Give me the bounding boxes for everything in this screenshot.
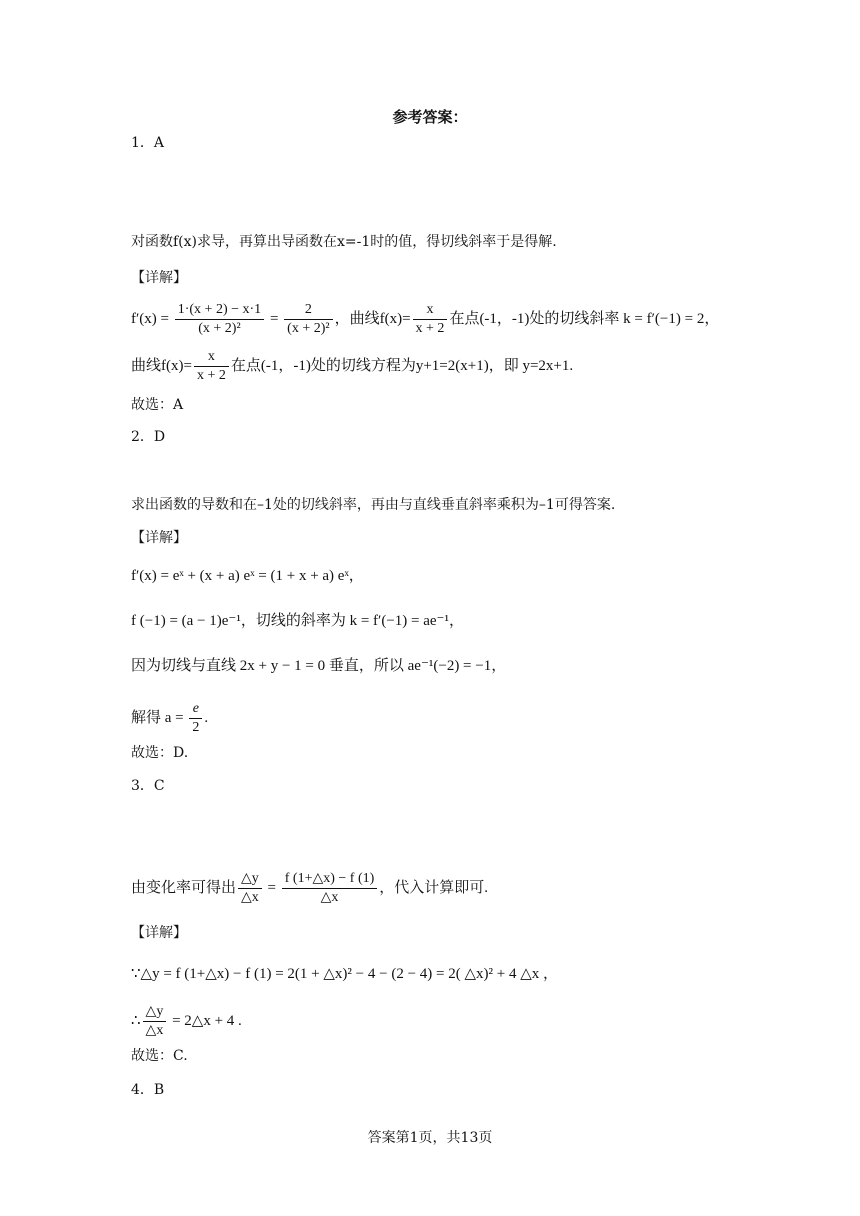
q3-hint-fraction-1-den: △x — [241, 890, 259, 905]
q3-line-2 — [131, 1003, 242, 1040]
q3-conclusion: 故选：C. — [131, 1048, 188, 1064]
q1-fraction-1 — [175, 301, 264, 338]
q3-hint-fraction-1-num: △y — [238, 870, 262, 889]
page-footer: 答案第1页，共13页 — [367, 1130, 493, 1146]
q1-curve-text: ，曲线f(x)= — [334, 310, 411, 327]
q3-answer: 3．C — [131, 778, 165, 794]
q1-fraction-2-den: (x + 2)² — [287, 321, 330, 336]
q3-detail-label: 【详解】 — [131, 925, 187, 941]
q1-slope-text: 在点(-1，-1)处的切线斜率 k = f′(−1) = 2， — [449, 310, 720, 327]
q1-fraction-2-num: 2 — [284, 301, 332, 320]
q4-answer: 4．B — [131, 1082, 165, 1098]
q3-fraction-num: △y — [143, 1003, 167, 1022]
q3-hint-fraction-1 — [238, 870, 262, 907]
q1-fraction-3-den: x + 2 — [415, 321, 445, 336]
q3-hint-fraction-2-den: △x — [320, 890, 339, 905]
q3-hint-text-end: ，代入计算即可. — [379, 879, 489, 896]
q2-line-2: f (−1) = (a − 1)e⁻¹，切线的斜率为 k = f′(−1) = ae⁻¹， — [131, 613, 464, 629]
q2-fraction-den: 2 — [192, 720, 200, 735]
q3-hint-fraction-2-num: f (1+△x) − f (1) — [282, 870, 378, 889]
q3-fraction — [143, 1003, 167, 1040]
q3-therefore: ∴ — [131, 1012, 141, 1029]
q3-equals: = — [263, 879, 280, 896]
q3-line-1: ∵△y = f (1+△x) − f (1) = 2(1 + △x)² − 4 − (2 − 4) = 2( △x)² + 4 △x ， — [131, 966, 559, 982]
q1-fraction-2 — [284, 301, 332, 338]
q2-period: . — [204, 709, 209, 726]
q3-fraction-den: △x — [145, 1023, 164, 1038]
q3-hint-fraction-2 — [282, 870, 378, 907]
q1-fraction-4 — [194, 348, 229, 385]
q1-fraction-1-num: 1·(x + 2) − x·1 — [175, 301, 264, 320]
q2-line-3: 因为切线与直线 2x + y − 1 = 0 垂直，所以 ae⁻¹(−2) = −1， — [131, 658, 507, 674]
q1-fraction-3-num: x — [413, 301, 448, 320]
q1-fraction-3 — [413, 301, 448, 338]
q1-derivative-lhs: f′(x) = — [131, 310, 173, 327]
q1-fraction-4-num: x — [194, 348, 229, 367]
q1-tangent-text: 在点(-1，-1)处的切线方程为y+1=2(x+1)，即 y=2x+1. — [230, 357, 574, 374]
q2-line-4 — [131, 700, 208, 737]
q1-fraction-4-den: x + 2 — [196, 368, 226, 383]
q2-conclusion: 故选：D. — [131, 745, 189, 761]
q1-derivation-line — [131, 301, 719, 338]
q1-tangent-line — [131, 348, 573, 385]
q3-hint — [131, 870, 488, 907]
q3-hint-text: 由变化率可得出 — [131, 879, 237, 896]
q2-line-1: f′(x) = eˣ + (x + a) eˣ = (1 + x + a) eˣ， — [131, 568, 364, 584]
page-title: 参考答案： — [392, 108, 468, 126]
q1-conclusion: 故选：A — [131, 397, 184, 413]
q1-answer: 1．A — [131, 135, 165, 151]
q2-solve-text: 解得 a = — [131, 709, 188, 726]
q1-equals: = — [266, 310, 283, 327]
q2-fraction — [189, 700, 202, 737]
q2-answer: 2．D — [131, 429, 166, 445]
q3-result: = 2△x + 4 . — [168, 1012, 242, 1029]
q1-fraction-1-den: (x + 2)² — [198, 321, 241, 336]
q2-detail-label: 【详解】 — [131, 530, 187, 546]
q2-fraction-num: e — [189, 700, 202, 719]
q1-tangent-lhs: 曲线f(x)= — [131, 357, 192, 374]
q1-hint: 对函数f(x)求导，再算出导函数在x=-1时的值，得切线斜率于是得解. — [131, 234, 557, 250]
q2-hint: 求出函数的导数和在–1处的切线斜率，再由与直线垂直斜率乘积为–1可得答案. — [131, 497, 616, 513]
q1-detail-label: 【详解】 — [131, 270, 187, 286]
